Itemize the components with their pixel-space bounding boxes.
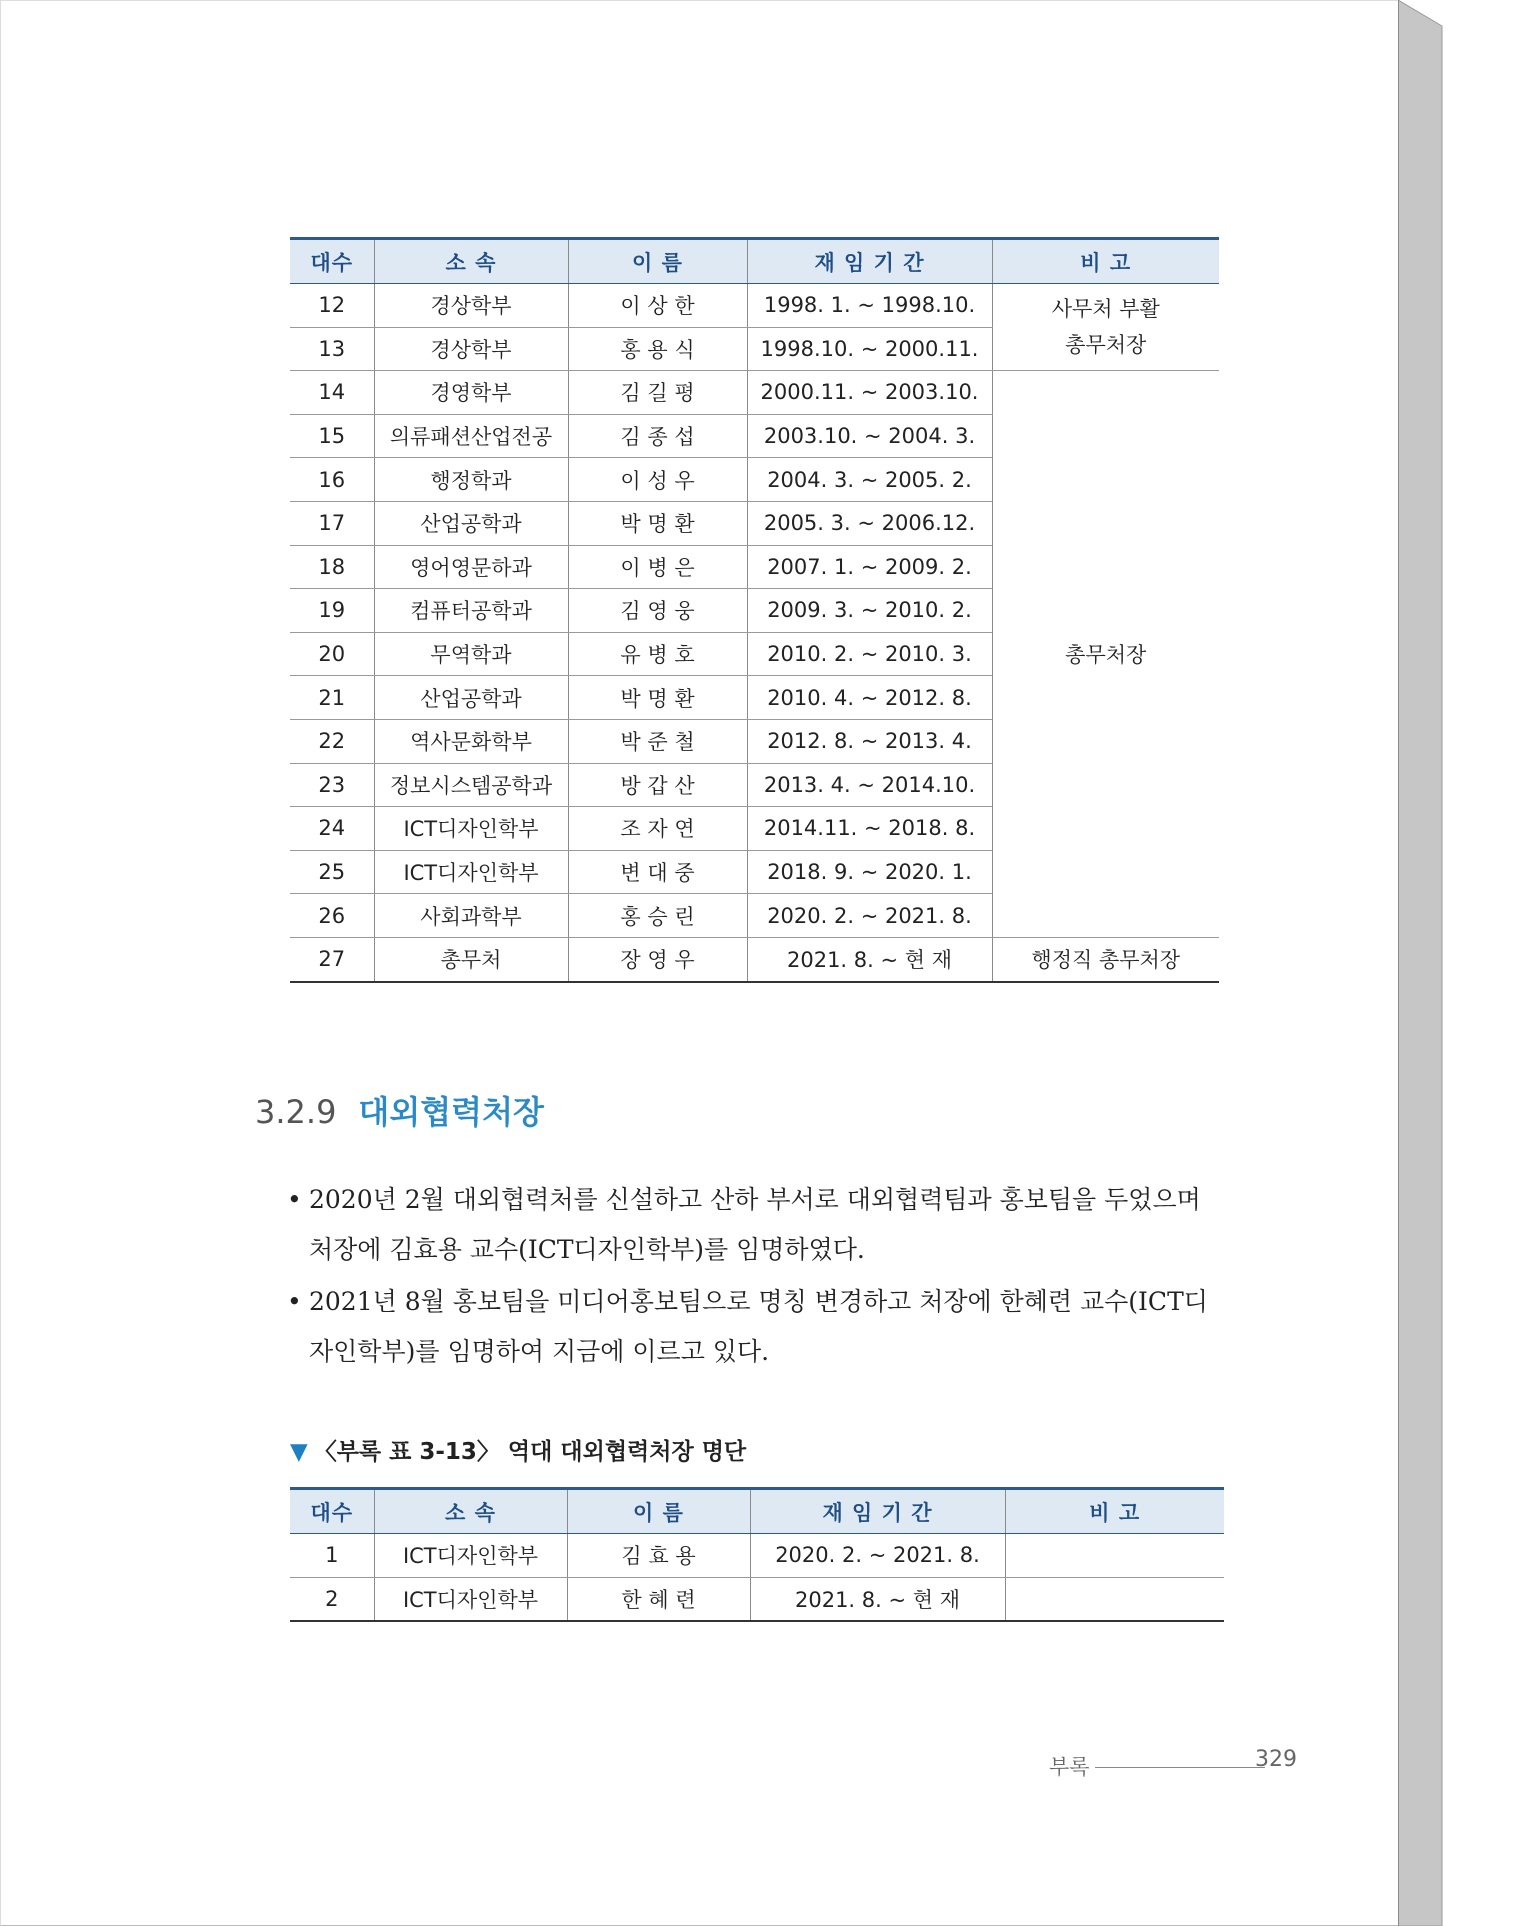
cell-term: 2020. 2. ~ 2021. 8. — [747, 894, 992, 938]
section-bullets — [287, 1175, 1227, 1379]
cell-term: 2021. 8. ~ 현 재 — [750, 1577, 1005, 1621]
cell-term: 2007. 1. ~ 2009. 2. — [747, 545, 992, 589]
cell-generation: 17 — [290, 501, 374, 545]
cell-name: 방 갑 산 — [568, 763, 747, 807]
cell-affiliation: 정보시스템공학과 — [374, 763, 568, 807]
cell-name: 변 대 중 — [568, 850, 747, 894]
cell-name: 박 준 철 — [568, 719, 747, 763]
cell-affiliation: 의류패션산업전공 — [374, 414, 568, 458]
bullet-paragraph: • 2021년 8월 홍보팀을 미디어홍보팀으로 명칭 변경하고 처장에 한혜련 교수(ICT디자인학부)를 임명하여 지금에 이르고 있다. — [287, 1277, 1227, 1377]
header-term: 재 임 기 간 — [747, 239, 992, 284]
cell-affiliation: 산업공학과 — [374, 676, 568, 720]
cell-term: 1998. 1. ~ 1998.10. — [747, 284, 992, 328]
cell-name: 이 성 우 — [568, 458, 747, 502]
cell-affiliation: ICT디자인학부 — [374, 850, 568, 894]
cell-generation: 2 — [290, 1577, 374, 1621]
cell-affiliation: 경상학부 — [374, 284, 568, 328]
cell-remarks-merged — [992, 284, 1219, 371]
cell-generation: 15 — [290, 414, 374, 458]
cell-term: 2009. 3. ~ 2010. 2. — [747, 589, 992, 633]
cell-name: 홍 승 린 — [568, 894, 747, 938]
header-affiliation: 소 속 — [374, 1489, 567, 1534]
table-header-row — [290, 1489, 1224, 1534]
section-heading — [255, 1087, 544, 1133]
cell-remarks — [1005, 1534, 1224, 1578]
cell-affiliation: 산업공학과 — [374, 501, 568, 545]
cell-name: 김 길 평 — [568, 371, 747, 415]
cell-term: 1998.10. ~ 2000.11. — [747, 327, 992, 371]
cell-affiliation: 경영학부 — [374, 371, 568, 415]
cell-affiliation: 영어영문하과 — [374, 545, 568, 589]
cell-term: 2021. 8. ~ 현 재 — [747, 937, 992, 981]
cell-affiliation: 행정학과 — [374, 458, 568, 502]
table-row — [290, 1577, 1224, 1621]
cell-name: 박 명 환 — [568, 501, 747, 545]
cell-affiliation: 무역학과 — [374, 632, 568, 676]
page-edge-shape — [1398, 0, 1448, 1926]
cell-remarks — [1005, 1577, 1224, 1621]
cell-term: 2000.11. ~ 2003.10. — [747, 371, 992, 415]
cell-term: 2012. 8. ~ 2013. 4. — [747, 719, 992, 763]
cell-generation: 12 — [290, 284, 374, 328]
cell-generation: 14 — [290, 371, 374, 415]
bullet-paragraph: • 2020년 2월 대외협력처를 신설하고 산하 부서로 대외협력팀과 홍보팀을 두었으며 처장에 김효용 교수(ICT디자인학부)를 임명하였다. — [287, 1175, 1227, 1275]
cell-affiliation: ICT디자인학부 — [374, 807, 568, 851]
cell-affiliation: 컴퓨터공학과 — [374, 589, 568, 633]
cell-name: 장 영 우 — [568, 937, 747, 981]
cell-term: 2014.11. ~ 2018. 8. — [747, 807, 992, 851]
cell-generation: 18 — [290, 545, 374, 589]
table-row — [290, 284, 1219, 328]
remarks-line-1: 사무처 부활 — [1051, 297, 1160, 322]
cell-generation: 22 — [290, 719, 374, 763]
cell-name: 박 명 환 — [568, 676, 747, 720]
cell-term: 2020. 2. ~ 2021. 8. — [750, 1534, 1005, 1578]
book-page-edge — [1398, 0, 1448, 1926]
footer-rule — [1095, 1767, 1265, 1768]
directors-table-continued — [290, 237, 1219, 983]
cell-name: 한 혜 련 — [567, 1577, 750, 1621]
header-name: 이 름 — [568, 239, 747, 284]
cell-name: 이 병 은 — [568, 545, 747, 589]
cell-generation: 19 — [290, 589, 374, 633]
cell-generation: 23 — [290, 763, 374, 807]
cell-name: 김 영 웅 — [568, 589, 747, 633]
header-term: 재 임 기 간 — [750, 1489, 1005, 1534]
table-caption — [290, 1433, 746, 1466]
header-remarks: 비 고 — [1005, 1489, 1224, 1534]
header-generation: 대수 — [290, 239, 374, 284]
external-cooperation-directors-table — [290, 1487, 1224, 1622]
remarks-line-2: 총무처장 — [1065, 333, 1147, 358]
cell-name: 유 병 호 — [568, 632, 747, 676]
cell-term: 2004. 3. ~ 2005. 2. — [747, 458, 992, 502]
cell-name: 김 종 섭 — [568, 414, 747, 458]
page-number: 329 — [1255, 1747, 1297, 1772]
triangle-down-icon: ▼ — [290, 1439, 308, 1465]
cell-generation: 13 — [290, 327, 374, 371]
cell-name: 조 자 연 — [568, 807, 747, 851]
cell-name: 김 효 용 — [567, 1534, 750, 1578]
table-row — [290, 937, 1219, 981]
cell-affiliation: 경상학부 — [374, 327, 568, 371]
cell-generation: 25 — [290, 850, 374, 894]
section-title: 대외협력처장 — [358, 1093, 544, 1131]
header-name: 이 름 — [567, 1489, 750, 1534]
cell-affiliation: ICT디자인학부 — [374, 1577, 567, 1621]
header-remarks: 비 고 — [992, 239, 1219, 284]
cell-affiliation: ICT디자인학부 — [374, 1534, 567, 1578]
cell-term: 2018. 9. ~ 2020. 1. — [747, 850, 992, 894]
cell-generation: 26 — [290, 894, 374, 938]
table-row — [290, 371, 1219, 415]
cell-generation: 24 — [290, 807, 374, 851]
table-header-row — [290, 239, 1219, 284]
footer-label: 부록 — [1049, 1755, 1090, 1779]
table-caption-text: 〈부록 표 3-13〉 역대 대외협력처장 명단 — [313, 1439, 747, 1465]
cell-term: 2010. 2. ~ 2010. 3. — [747, 632, 992, 676]
cell-term: 2003.10. ~ 2004. 3. — [747, 414, 992, 458]
cell-name: 홍 용 식 — [568, 327, 747, 371]
section-number: 3.2.9 — [255, 1093, 337, 1131]
cell-term: 2013. 4. ~ 2014.10. — [747, 763, 992, 807]
cell-term: 2010. 4. ~ 2012. 8. — [747, 676, 992, 720]
cell-affiliation: 역사문화학부 — [374, 719, 568, 763]
cell-name: 이 상 한 — [568, 284, 747, 328]
cell-affiliation: 총무처 — [374, 937, 568, 981]
cell-generation: 27 — [290, 937, 374, 981]
cell-generation: 20 — [290, 632, 374, 676]
cell-generation: 1 — [290, 1534, 374, 1578]
cell-remarks-merged: 총무처장 — [992, 371, 1219, 938]
header-affiliation: 소 속 — [374, 239, 568, 284]
cell-affiliation: 사회과학부 — [374, 894, 568, 938]
cell-remarks: 행정직 총무처장 — [992, 937, 1219, 981]
cell-term: 2005. 3. ~ 2006.12. — [747, 501, 992, 545]
cell-generation: 21 — [290, 676, 374, 720]
cell-generation: 16 — [290, 458, 374, 502]
table-row — [290, 1534, 1224, 1578]
page-footer — [1049, 1747, 1297, 1779]
header-generation: 대수 — [290, 1489, 374, 1534]
